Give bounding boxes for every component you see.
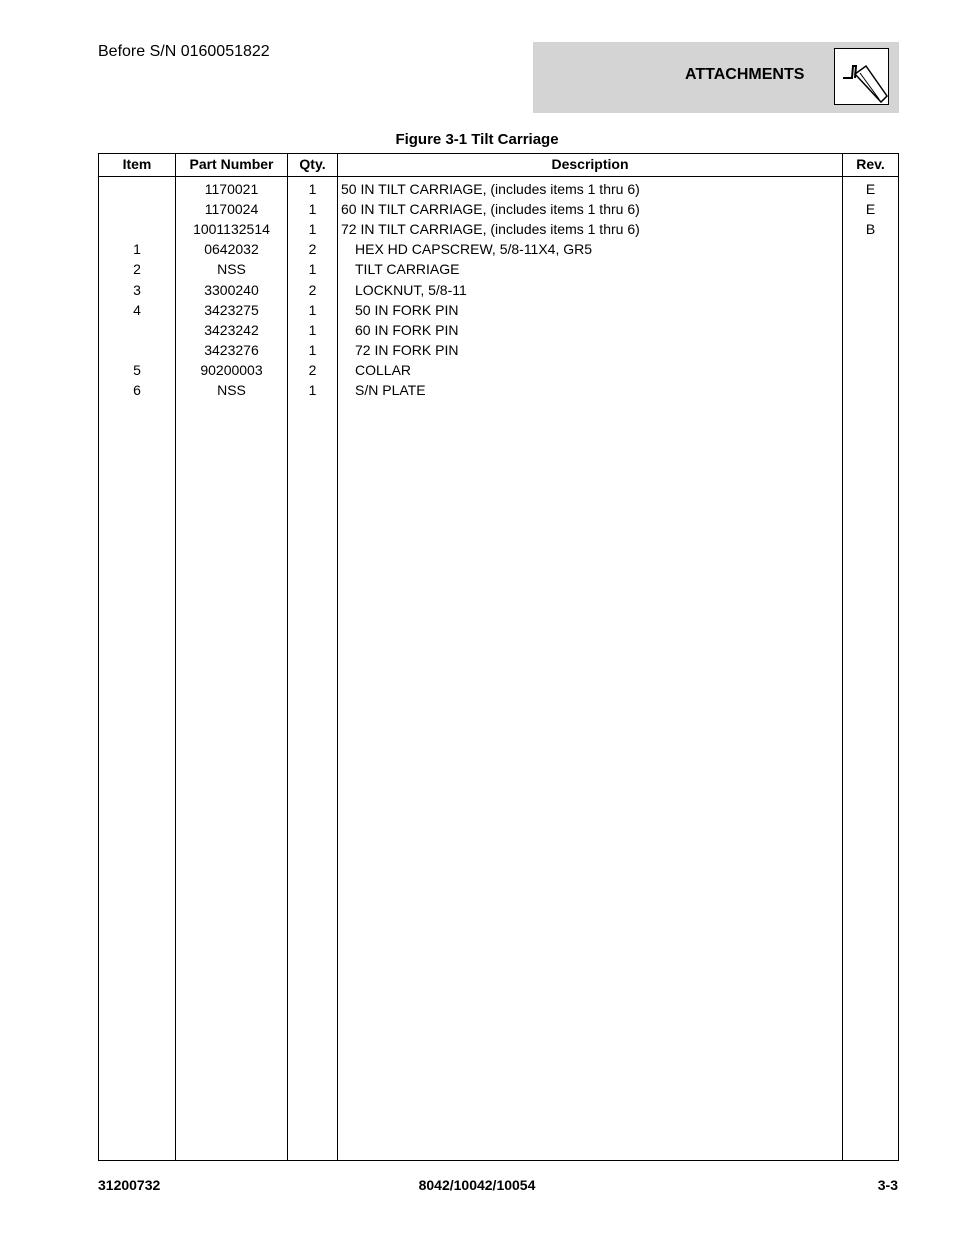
item-cell	[99, 320, 175, 340]
description-cell: TILT CARRIAGE	[355, 261, 460, 278]
column-header-qty: Qty.	[299, 156, 326, 172]
part-number-cell: 1170024	[204, 201, 259, 218]
part-number-cell: 3423242	[204, 321, 259, 338]
item-cell	[99, 179, 175, 199]
column-header-part-number: Part Number	[189, 156, 274, 172]
table-row	[99, 360, 898, 380]
column-header-description: Description	[551, 156, 629, 172]
rev-cell	[843, 360, 898, 380]
table-row	[99, 280, 898, 300]
serial-number-note: Before S/N 0160051822	[98, 43, 270, 60]
item-cell	[99, 199, 175, 219]
qty-cell: 1	[308, 382, 317, 398]
part-number-cell: 3300240	[204, 281, 259, 298]
table-row	[99, 300, 898, 320]
item-cell: 1	[133, 241, 141, 258]
qty-cell: 1	[308, 201, 317, 218]
part-number-cell: 3423275	[204, 301, 259, 318]
table-row	[99, 340, 898, 360]
rev-cell	[843, 239, 898, 259]
rev-cell	[843, 259, 898, 279]
item-cell	[99, 219, 175, 239]
description-cell: 50 IN FORK PIN	[355, 301, 459, 318]
qty-cell: 1	[308, 341, 317, 358]
part-number-cell: NSS	[217, 261, 246, 278]
qty-cell: 1	[308, 221, 317, 238]
item-cell: 2	[133, 261, 141, 278]
qty-cell: 1	[308, 181, 317, 197]
table-row	[99, 179, 898, 199]
description-cell: 60 IN FORK PIN	[355, 321, 459, 338]
description-cell: 72 IN TILT CARRIAGE, (includes items 1 thru 6)	[341, 221, 640, 238]
qty-cell: 1	[308, 261, 317, 278]
item-cell: 5	[133, 361, 141, 378]
item-cell: 4	[133, 301, 141, 318]
description-cell: COLLAR	[355, 361, 412, 378]
section-title: ATTACHMENTS	[685, 66, 805, 83]
rev-cell	[843, 280, 898, 300]
qty-cell: 2	[308, 281, 317, 298]
rev-cell: E	[865, 201, 876, 218]
section-header	[533, 42, 899, 113]
table-row	[99, 219, 898, 239]
part-number-cell: NSS	[217, 382, 246, 398]
rev-cell: B	[865, 221, 876, 238]
description-cell: LOCKNUT, 5/8-11	[355, 281, 467, 298]
rev-cell	[843, 340, 898, 360]
item-cell	[99, 340, 175, 360]
qty-cell: 2	[308, 241, 317, 258]
qty-cell: 1	[308, 321, 317, 338]
figure-title: Figure 3-1 Tilt Carriage	[395, 131, 559, 148]
part-number-cell: 90200003	[200, 361, 263, 378]
description-cell: S/N PLATE	[355, 382, 426, 398]
parts-table	[98, 153, 899, 1161]
table-row	[99, 259, 898, 279]
footer-page-number: 3-3	[877, 1177, 898, 1193]
table-row	[99, 239, 898, 259]
column-header-item: Item	[122, 156, 152, 172]
description-cell: 50 IN TILT CARRIAGE, (includes items 1 thru 6)	[341, 181, 640, 197]
part-number-cell: 0642032	[204, 241, 259, 258]
part-number-cell: 3423276	[204, 341, 259, 358]
description-cell: 60 IN TILT CARRIAGE, (includes items 1 thru 6)	[341, 201, 640, 218]
part-number-cell: 1170021	[204, 181, 259, 197]
qty-cell: 1	[308, 301, 317, 318]
rev-cell	[843, 320, 898, 340]
table-row	[99, 199, 898, 219]
rev-cell: E	[865, 181, 876, 197]
table-row	[99, 380, 898, 400]
description-cell: 72 IN FORK PIN	[355, 341, 459, 358]
rev-cell	[843, 300, 898, 320]
qty-cell: 2	[308, 361, 317, 378]
item-cell: 3	[133, 281, 141, 298]
footer-models: 8042/10042/10054	[418, 1177, 536, 1193]
item-cell: 6	[133, 382, 141, 398]
rev-cell	[843, 380, 898, 400]
description-cell: HEX HD CAPSCREW, 5/8-11X4, GR5	[355, 241, 593, 258]
fork-attachment-icon	[834, 48, 889, 105]
part-number-cell: 1001132514	[193, 221, 270, 238]
footer-doc-number: 31200732	[98, 1177, 161, 1193]
table-row	[99, 320, 898, 340]
column-header-rev: Rev.	[856, 156, 885, 172]
